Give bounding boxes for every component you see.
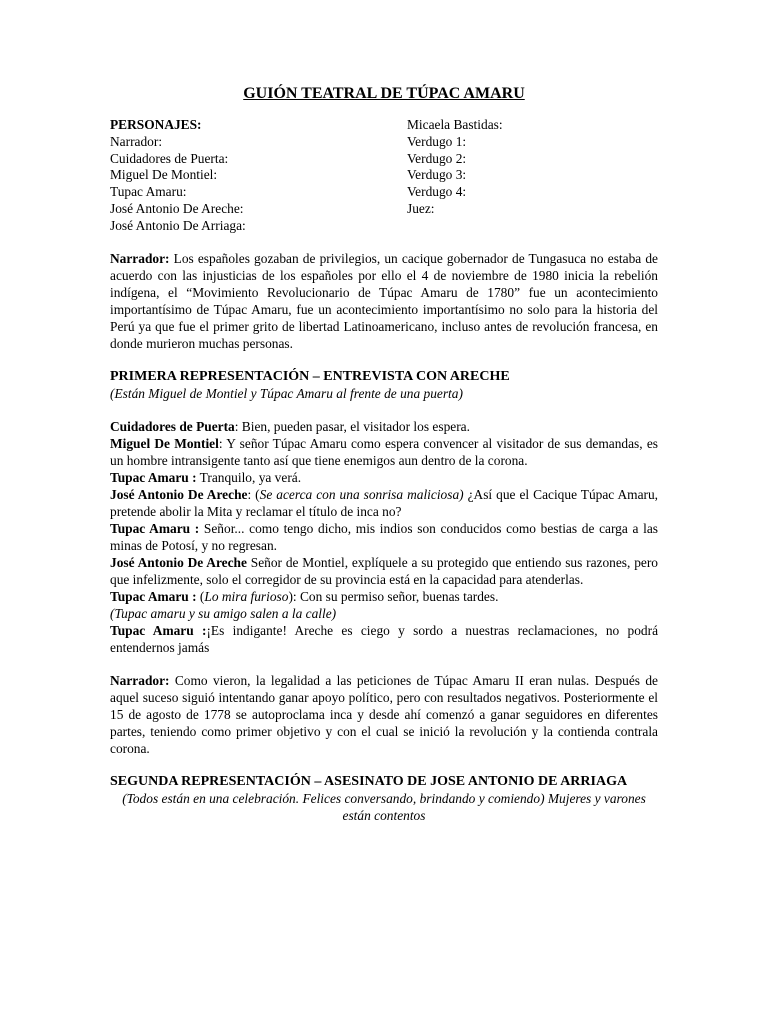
dialogue-text: ¿Así que el Cacique Túpac Amaru, pretende abolir la Mita y reclamar el título de inca no? bbox=[110, 486, 659, 519]
dialogue-text: : ( bbox=[247, 486, 260, 502]
dialogue-text: Tranquilo, ya verá. bbox=[196, 469, 302, 485]
cast-item: Narrador: bbox=[110, 133, 163, 149]
dialogue-text: ): Con su permiso señor, buenas tardes. bbox=[288, 588, 499, 604]
speaker-name: José Antonio De Areche bbox=[110, 554, 247, 570]
cast-item: Verdugo 2: bbox=[407, 150, 467, 166]
dialogue-text: Señor de Montiel, explíquele a su protegido que entiendo sus razones, pero que infelizmente, solo el corregidor de su provincia está en la capacidad para atenderlas. bbox=[110, 554, 658, 587]
inline-stage-direction: Lo mira furioso bbox=[204, 588, 289, 604]
dialogue-text: Señor... como tengo dicho, mis indios son conducidos como bestias de carga a las minas de Potosí, y no regresan. bbox=[110, 520, 658, 553]
dialogue-line bbox=[110, 554, 658, 588]
speaker-name: Miguel De Montiel bbox=[110, 435, 219, 451]
intro-paragraph bbox=[110, 250, 658, 352]
dialogue-text: ( bbox=[196, 588, 205, 604]
cast-list bbox=[110, 116, 658, 234]
dialogue-text: : Y señor Túpac Amaru como espera convencer al visitador de sus demandas, es un hombre intransigente tanto así que tiene enemigos aun dentro de la corona. bbox=[110, 435, 658, 468]
dialogue-text: Como vieron, la legalidad a las peticiones de Túpac Amaru II eran nulas. Después de aquel suceso siguió intentando ganar apoyo político, pero con resultados negativos. Posteriormente el 15 de agosto de 1778 se autoproclama inca y desde ahí comenzó a ganar seguidores en diferentes partes, teniendo como primer objetivo y con el cual se inició la revolución y la contienda contrala corona. bbox=[110, 672, 658, 756]
dialogue-text: : Bien, pueden pasar, el visitador los espera. bbox=[234, 418, 470, 434]
dialogue-line bbox=[110, 435, 658, 469]
dialogue-text: ¡Es indigante! Areche es ciego y sordo a nuestras reclamaciones, no podrá entendernos jamás bbox=[110, 622, 659, 655]
cast-item: Verdugo 4: bbox=[407, 184, 467, 200]
speaker-name: Tupac Amaru : bbox=[110, 622, 207, 638]
document-title: GUIÓN TEATRAL DE TÚPAC AMARU bbox=[243, 85, 525, 102]
cast-item: Micaela Bastidas: bbox=[407, 117, 503, 132]
speaker-name: Narrador: bbox=[110, 672, 170, 688]
dialogue-line bbox=[110, 622, 658, 656]
cast-item: Miguel De Montiel: bbox=[110, 167, 218, 183]
cast-item: Juez: bbox=[407, 200, 435, 216]
dialogue-line bbox=[110, 469, 658, 486]
speaker-name: Tupac Amaru : bbox=[110, 588, 197, 604]
stage-direction: (Tupac amaru y su amigo salen a la calle) bbox=[110, 605, 337, 621]
inline-stage-direction: Se acerca con una sonrisa maliciosa) bbox=[259, 486, 464, 502]
cast-item: Cuidadores de Puerta: bbox=[110, 150, 229, 166]
cast-column-right bbox=[407, 116, 658, 234]
narrator-paragraph bbox=[110, 672, 658, 757]
cast-heading: PERSONAJES: bbox=[110, 117, 202, 132]
dialogue-line bbox=[110, 418, 658, 435]
cast-item: Tupac Amaru: bbox=[110, 184, 187, 200]
stage-direction: (Están Miguel de Montiel y Túpac Amaru al frente de una puerta) bbox=[110, 385, 463, 401]
dialogue-text: Los españoles gozaban de privilegios, un cacique gobernador de Tungasuca no estaba de acuerdo con las injusticias de los españoles por ello el 4 de noviembre de 1980 inicia la rebelión indígena, el “Movimiento Revolucionario de Túpac Amaru de 1780” fue un acontecimiento importantísimo de Túpac Amaru, fue un acontecimiento importantísimo no solo para la historia del Perú ya que fue el primer grito de libertad Latinoamericano, incluso antes de revolución francesa, en donde murieron muchas personas. bbox=[110, 250, 658, 351]
stage-direction: (Todos están en una celebración. Felices conversando, brindando y comiendo) Mujeres y varones están contentos bbox=[122, 790, 646, 823]
speaker-name: José Antonio De Areche bbox=[110, 486, 248, 502]
cast-item: José Antonio De Arriaga: bbox=[110, 217, 246, 233]
speaker-name: Cuidadores de Puerta bbox=[110, 418, 235, 434]
cast-column-left bbox=[110, 116, 407, 234]
dialogue-line bbox=[110, 588, 658, 605]
cast-item: Verdugo 3: bbox=[407, 167, 467, 183]
dialogue-line bbox=[110, 520, 658, 554]
cast-item: Verdugo 1: bbox=[407, 133, 467, 149]
scene-2-title: SEGUNDA REPRESENTACIÓN – ASESINATO DE JOSE ANTONIO DE ARRIAGA bbox=[110, 773, 628, 789]
scene-1-title: PRIMERA REPRESENTACIÓN – ENTREVISTA CON ARECHE bbox=[110, 368, 510, 384]
cast-item: José Antonio De Areche: bbox=[110, 200, 244, 216]
speaker-name: Tupac Amaru : bbox=[110, 520, 200, 536]
speaker-name: Tupac Amaru : bbox=[110, 469, 197, 485]
dialogue-line bbox=[110, 486, 658, 520]
speaker-name: Narrador: bbox=[110, 250, 170, 266]
